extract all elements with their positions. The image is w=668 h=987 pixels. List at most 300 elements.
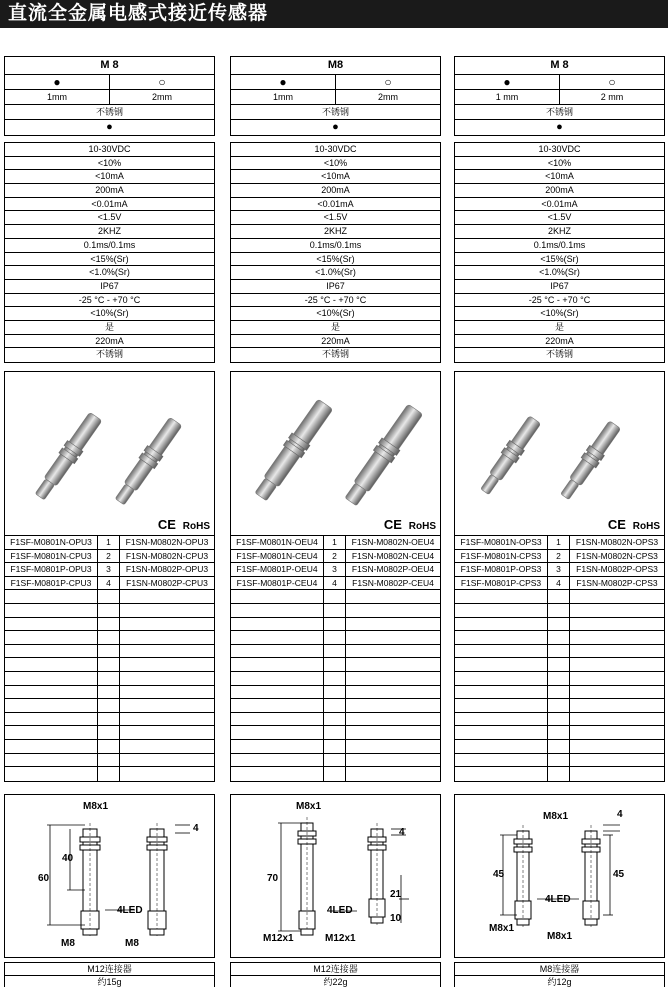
model-row bbox=[231, 536, 440, 550]
wiring-number: 4 bbox=[548, 577, 570, 590]
model-nonflush: F1SN-M0802N-OPU3 bbox=[125, 537, 209, 547]
nonflush-symbol: ○ bbox=[559, 75, 664, 89]
model-nonflush bbox=[120, 726, 214, 739]
model-flush bbox=[231, 767, 324, 781]
model-row bbox=[455, 536, 664, 550]
material: 不锈钢 bbox=[455, 105, 664, 120]
model-flush bbox=[455, 658, 548, 671]
nonflush-symbol: ○ bbox=[109, 75, 214, 89]
nonflush-symbol: ○ bbox=[335, 75, 440, 89]
dim-end-left: M8x1 bbox=[489, 922, 515, 934]
model-flush: F1SF-M0801P-CEU4 bbox=[231, 577, 324, 590]
model-nonflush: F1SN-M0802P-CEU4 bbox=[352, 577, 434, 588]
rohs-mark: RoHS bbox=[632, 521, 660, 532]
range-nonflush: 2mm bbox=[109, 90, 214, 104]
blank-row bbox=[455, 726, 664, 740]
wiring-number bbox=[98, 658, 120, 671]
dim-tail: 10 bbox=[390, 912, 402, 924]
wiring-number bbox=[548, 686, 570, 699]
wiring-number bbox=[548, 767, 570, 781]
blank-row bbox=[455, 645, 664, 659]
range-nonflush: 2 mm bbox=[559, 90, 664, 104]
sensor-body bbox=[477, 414, 542, 496]
wiring-number bbox=[324, 686, 346, 699]
page-title: 直流全金属电感式接近传感器 bbox=[0, 0, 668, 28]
wiring-number: 1 bbox=[324, 536, 346, 549]
footer-table bbox=[230, 962, 441, 987]
blank-row bbox=[231, 767, 440, 781]
model-table bbox=[454, 535, 665, 782]
wiring-number bbox=[548, 699, 570, 712]
weight: 约15g bbox=[97, 976, 122, 987]
blank-row bbox=[5, 645, 214, 659]
spec-value: 10-30VDC bbox=[455, 143, 664, 157]
model-flush: F1SF-M0801P-CPS3 bbox=[455, 577, 548, 590]
model-flush bbox=[455, 686, 548, 699]
model-flush bbox=[231, 590, 324, 603]
model-flush: F1SF-M0801N-CEU4 bbox=[231, 550, 324, 563]
model-nonflush bbox=[120, 672, 214, 685]
model-nonflush bbox=[346, 658, 440, 671]
sensor-body bbox=[342, 403, 425, 508]
model-nonflush bbox=[570, 726, 664, 739]
wiring-number bbox=[324, 767, 346, 781]
model-nonflush: F1SN-M0802N-CPS3 bbox=[576, 550, 658, 561]
model-nonflush bbox=[570, 686, 664, 699]
footer-table bbox=[454, 962, 665, 987]
model-flush bbox=[455, 672, 548, 685]
dim-nut: 4 bbox=[193, 822, 199, 834]
blank-row bbox=[455, 618, 664, 632]
blank-row bbox=[455, 590, 664, 604]
wiring-number bbox=[324, 713, 346, 726]
model-row bbox=[455, 577, 664, 591]
blank-row bbox=[5, 590, 214, 604]
blank-row bbox=[5, 618, 214, 632]
wiring-number: 2 bbox=[324, 550, 346, 563]
certification-marks bbox=[158, 517, 210, 532]
wiring-number bbox=[98, 618, 120, 631]
model-flush: F1SF-M0801N-OPU3 bbox=[5, 536, 98, 549]
model-row bbox=[5, 577, 214, 591]
wiring-number: 3 bbox=[324, 563, 346, 576]
wiring-number bbox=[324, 699, 346, 712]
blank-row bbox=[5, 713, 214, 727]
blank-row bbox=[231, 604, 440, 618]
spec-table bbox=[230, 142, 441, 363]
sensor-photo-illustration bbox=[455, 372, 664, 536]
spec-value: 0.1ms/0.1ms bbox=[5, 239, 214, 253]
model-flush bbox=[231, 672, 324, 685]
wiring-number bbox=[548, 672, 570, 685]
model-flush bbox=[5, 672, 98, 685]
model-flush bbox=[5, 699, 98, 712]
weight: 约22g bbox=[323, 976, 348, 987]
model-nonflush bbox=[570, 645, 664, 658]
size-heading: M 8 bbox=[455, 57, 664, 75]
model-nonflush bbox=[570, 767, 664, 781]
sensor-body bbox=[112, 416, 184, 507]
ce-mark: CE bbox=[607, 517, 626, 532]
size-heading: M 8 bbox=[5, 57, 214, 75]
spec-value: 是 bbox=[231, 321, 440, 335]
spec-value: <0.01mA bbox=[5, 198, 214, 212]
sensing-ranges bbox=[455, 90, 664, 105]
mounting-symbols bbox=[455, 75, 664, 90]
wiring-number bbox=[548, 604, 570, 617]
spec-value: 10-30VDC bbox=[5, 143, 214, 157]
spec-value: 200mA bbox=[5, 184, 214, 198]
model-nonflush bbox=[346, 713, 440, 726]
blank-row bbox=[231, 726, 440, 740]
model-nonflush bbox=[570, 713, 664, 726]
model-nonflush bbox=[120, 699, 214, 712]
spec-value: 不锈钢 bbox=[545, 349, 573, 360]
model-flush bbox=[231, 713, 324, 726]
wiring-number: 1 bbox=[548, 536, 570, 549]
model-flush bbox=[5, 754, 98, 767]
spec-value: <0.01mA bbox=[455, 198, 664, 212]
wiring-number: 3 bbox=[548, 563, 570, 576]
spec-value: 200mA bbox=[455, 184, 664, 198]
dimension-drawing bbox=[454, 794, 665, 958]
model-flush bbox=[5, 740, 98, 753]
sensing-ranges bbox=[231, 90, 440, 105]
blank-row bbox=[5, 686, 214, 700]
sensor-photo-illustration bbox=[231, 372, 440, 536]
rohs-mark: RoHS bbox=[182, 521, 210, 532]
header-box bbox=[454, 56, 665, 136]
blank-row bbox=[5, 604, 214, 618]
connector-type: M12连接器 bbox=[231, 963, 440, 976]
spec-value: IP67 bbox=[455, 280, 664, 294]
model-flush bbox=[231, 618, 324, 631]
product-photo bbox=[230, 371, 441, 535]
wiring-number bbox=[98, 590, 120, 603]
model-flush bbox=[5, 645, 98, 658]
dim-total: 60 bbox=[38, 872, 50, 884]
model-nonflush bbox=[346, 686, 440, 699]
model-nonflush bbox=[346, 699, 440, 712]
sensor-body bbox=[252, 398, 335, 503]
model-flush bbox=[5, 726, 98, 739]
spec-value: 0.1ms/0.1ms bbox=[455, 239, 664, 253]
spec-value: IP67 bbox=[231, 280, 440, 294]
dimension-drawing bbox=[230, 794, 441, 958]
range-flush: 1mm bbox=[47, 92, 67, 102]
blank-row bbox=[231, 631, 440, 645]
model-flush bbox=[5, 631, 98, 644]
model-nonflush bbox=[346, 618, 440, 631]
sensor-body bbox=[557, 419, 622, 501]
product-column-2 bbox=[230, 56, 441, 987]
dim-body: 40 bbox=[62, 852, 74, 864]
product-photo bbox=[4, 371, 215, 535]
wiring-number bbox=[548, 754, 570, 767]
rohs-mark: RoHS bbox=[408, 521, 436, 532]
wiring-number bbox=[98, 740, 120, 753]
spec-value: -25 °C - +70 °C bbox=[455, 294, 664, 308]
model-nonflush bbox=[346, 604, 440, 617]
dim-led: 4LED bbox=[327, 904, 353, 916]
blank-row bbox=[455, 699, 664, 713]
model-nonflush bbox=[120, 658, 214, 671]
material-mark: ● bbox=[332, 121, 339, 133]
spec-value: <10mA bbox=[455, 170, 664, 184]
model-nonflush bbox=[120, 754, 214, 767]
material-mark: ● bbox=[106, 121, 113, 133]
model-nonflush: F1SN-M0802P-OEU4 bbox=[351, 564, 435, 575]
blank-row bbox=[231, 658, 440, 672]
spec-value: 10-30VDC bbox=[231, 143, 440, 157]
wiring-number bbox=[548, 590, 570, 603]
flush-symbol: ● bbox=[53, 75, 61, 89]
model-nonflush bbox=[570, 658, 664, 671]
wiring-number bbox=[98, 699, 120, 712]
spec-value: 不锈钢 bbox=[321, 349, 349, 360]
spec-value: -25 °C - +70 °C bbox=[231, 294, 440, 308]
model-nonflush: F1SN-M0802N-OPS3 bbox=[575, 537, 659, 547]
model-flush bbox=[231, 604, 324, 617]
model-table bbox=[4, 535, 215, 782]
dim-nut: 4 bbox=[399, 826, 405, 838]
spec-value: 2KHZ bbox=[5, 225, 214, 239]
wiring-number bbox=[324, 618, 346, 631]
wiring-number bbox=[98, 604, 120, 617]
model-flush: F1SF-M0801P-OPU3 bbox=[5, 563, 98, 576]
spec-value: <1.0%(Sr) bbox=[5, 266, 214, 280]
range-flush: 1mm bbox=[273, 92, 293, 102]
model-flush bbox=[231, 686, 324, 699]
blank-row bbox=[455, 686, 664, 700]
wiring-number bbox=[324, 590, 346, 603]
sensor-body bbox=[32, 411, 104, 502]
model-flush bbox=[231, 726, 324, 739]
model-nonflush bbox=[346, 754, 440, 767]
material: 不锈钢 bbox=[231, 105, 440, 120]
blank-row bbox=[5, 699, 214, 713]
model-flush: F1SF-M0801P-CPU3 bbox=[5, 577, 98, 590]
flush-symbol: ● bbox=[279, 75, 287, 89]
spec-value: <15%(Sr) bbox=[5, 253, 214, 267]
blank-row bbox=[455, 658, 664, 672]
blank-row bbox=[455, 604, 664, 618]
spec-table bbox=[4, 142, 215, 363]
spec-value: <15%(Sr) bbox=[231, 253, 440, 267]
product-photo bbox=[454, 371, 665, 535]
model-flush bbox=[5, 686, 98, 699]
blank-row bbox=[231, 740, 440, 754]
blank-row bbox=[5, 754, 214, 768]
model-nonflush bbox=[570, 672, 664, 685]
sensor-photo-illustration bbox=[5, 372, 214, 536]
model-nonflush: F1SN-M0802N-CPU3 bbox=[125, 550, 209, 561]
model-flush: F1SF-M0801P-OEU4 bbox=[231, 563, 324, 576]
model-nonflush bbox=[346, 590, 440, 603]
dim-end-right: M12x1 bbox=[325, 932, 356, 944]
model-row bbox=[455, 550, 664, 564]
wiring-number bbox=[548, 645, 570, 658]
model-nonflush bbox=[570, 631, 664, 644]
model-flush bbox=[5, 767, 98, 781]
model-flush bbox=[455, 713, 548, 726]
model-flush bbox=[5, 658, 98, 671]
model-nonflush bbox=[570, 740, 664, 753]
wiring-number: 2 bbox=[98, 550, 120, 563]
blank-row bbox=[231, 686, 440, 700]
spec-value: <10%(Sr) bbox=[231, 307, 440, 321]
spec-value: 0.1ms/0.1ms bbox=[231, 239, 440, 253]
dim-right-len: 45 bbox=[613, 868, 625, 880]
blank-row bbox=[231, 713, 440, 727]
wiring-number bbox=[98, 726, 120, 739]
wiring-number bbox=[324, 740, 346, 753]
blank-row bbox=[455, 713, 664, 727]
spec-value: <10mA bbox=[231, 170, 440, 184]
wiring-number bbox=[548, 726, 570, 739]
spec-value: 220mA bbox=[5, 335, 214, 349]
dim-nut: 4 bbox=[617, 808, 623, 820]
model-nonflush bbox=[120, 604, 214, 617]
dim-thread: M8x1 bbox=[296, 800, 322, 812]
dimension-lines bbox=[5, 795, 214, 957]
spec-value: 220mA bbox=[455, 335, 664, 349]
footer-table bbox=[4, 962, 215, 987]
dimension-drawing bbox=[4, 794, 215, 958]
range-nonflush: 2mm bbox=[335, 90, 440, 104]
spec-value: <10mA bbox=[5, 170, 214, 184]
blank-row bbox=[455, 767, 664, 781]
connector-type: M8连接器 bbox=[455, 963, 664, 976]
spec-value: <1.0%(Sr) bbox=[455, 266, 664, 280]
spec-value: <1.5V bbox=[231, 211, 440, 225]
dim-led: 4LED bbox=[545, 893, 571, 905]
spec-value: -25 °C - +70 °C bbox=[5, 294, 214, 308]
model-flush bbox=[231, 645, 324, 658]
model-flush bbox=[455, 767, 548, 781]
wiring-number: 4 bbox=[98, 577, 120, 590]
model-row bbox=[5, 550, 214, 564]
model-row bbox=[231, 550, 440, 564]
wiring-number bbox=[98, 754, 120, 767]
dim-end-left: M8 bbox=[61, 937, 75, 949]
model-flush: F1SF-M0801N-OEU4 bbox=[231, 536, 324, 549]
spec-table bbox=[454, 142, 665, 363]
wiring-number: 2 bbox=[548, 550, 570, 563]
blank-row bbox=[455, 754, 664, 768]
dim-end-right: M8x1 bbox=[547, 930, 573, 942]
wiring-number bbox=[324, 658, 346, 671]
material: 不锈钢 bbox=[5, 105, 214, 120]
blank-row bbox=[231, 754, 440, 768]
material-mark: ● bbox=[556, 121, 563, 133]
model-nonflush bbox=[570, 604, 664, 617]
spec-value: <1.0%(Sr) bbox=[231, 266, 440, 280]
model-flush bbox=[231, 754, 324, 767]
wiring-number bbox=[548, 713, 570, 726]
model-flush bbox=[455, 754, 548, 767]
wiring-number bbox=[324, 604, 346, 617]
spec-value: 不锈钢 bbox=[95, 349, 123, 360]
wiring-number: 1 bbox=[98, 536, 120, 549]
wiring-number: 4 bbox=[324, 577, 346, 590]
product-column-1 bbox=[4, 56, 215, 987]
blank-row bbox=[5, 658, 214, 672]
blank-row bbox=[231, 645, 440, 659]
model-nonflush: F1SN-M0802N-CEU4 bbox=[351, 550, 435, 561]
blank-row bbox=[231, 590, 440, 604]
spec-value: <10% bbox=[455, 157, 664, 171]
model-flush bbox=[231, 699, 324, 712]
model-nonflush bbox=[570, 699, 664, 712]
dim-thread: M8x1 bbox=[83, 800, 109, 812]
model-flush bbox=[5, 713, 98, 726]
dim-left-len: 45 bbox=[493, 868, 505, 880]
spec-value: 2KHZ bbox=[231, 225, 440, 239]
weight: 约12g bbox=[547, 976, 572, 987]
model-row bbox=[231, 563, 440, 577]
blank-row bbox=[231, 699, 440, 713]
blank-row bbox=[5, 631, 214, 645]
wiring-number bbox=[98, 645, 120, 658]
spec-value: <1.5V bbox=[5, 211, 214, 225]
model-nonflush bbox=[120, 686, 214, 699]
range-flush: 1 mm bbox=[495, 92, 519, 102]
model-row bbox=[5, 563, 214, 577]
model-row bbox=[5, 536, 214, 550]
blank-row bbox=[455, 740, 664, 754]
model-flush bbox=[455, 726, 548, 739]
sensing-ranges bbox=[5, 90, 214, 105]
model-flush: F1SF-M0801P-OPS3 bbox=[455, 563, 548, 576]
blank-row bbox=[231, 618, 440, 632]
model-table bbox=[230, 535, 441, 782]
spec-value: <10% bbox=[231, 157, 440, 171]
model-nonflush bbox=[346, 631, 440, 644]
size-heading: M8 bbox=[231, 57, 440, 75]
blank-row bbox=[455, 631, 664, 645]
model-row bbox=[231, 577, 440, 591]
certification-marks bbox=[384, 517, 436, 532]
spec-value: <1.5V bbox=[455, 211, 664, 225]
model-nonflush bbox=[120, 631, 214, 644]
spec-value: 是 bbox=[5, 321, 214, 335]
ce-mark: CE bbox=[383, 517, 402, 532]
wiring-number bbox=[324, 754, 346, 767]
spec-value: <15%(Sr) bbox=[455, 253, 664, 267]
model-flush bbox=[455, 631, 548, 644]
model-flush bbox=[455, 740, 548, 753]
spec-value: 2KHZ bbox=[455, 225, 664, 239]
model-flush bbox=[5, 590, 98, 603]
model-nonflush: F1SN-M0802P-CPU3 bbox=[126, 577, 208, 588]
wiring-number bbox=[548, 631, 570, 644]
dim-end-left: M12x1 bbox=[263, 932, 294, 944]
model-flush bbox=[231, 631, 324, 644]
wiring-number bbox=[324, 631, 346, 644]
spec-value: <10% bbox=[5, 157, 214, 171]
certification-marks bbox=[608, 517, 660, 532]
model-nonflush: F1SN-M0802P-CPS3 bbox=[576, 577, 658, 588]
dim-total: 70 bbox=[267, 872, 279, 884]
blank-row bbox=[5, 767, 214, 781]
model-nonflush bbox=[346, 767, 440, 781]
model-flush bbox=[5, 604, 98, 617]
wiring-number bbox=[98, 672, 120, 685]
wiring-number bbox=[548, 740, 570, 753]
model-flush: F1SF-M0801N-CPU3 bbox=[5, 550, 98, 563]
model-flush bbox=[231, 658, 324, 671]
